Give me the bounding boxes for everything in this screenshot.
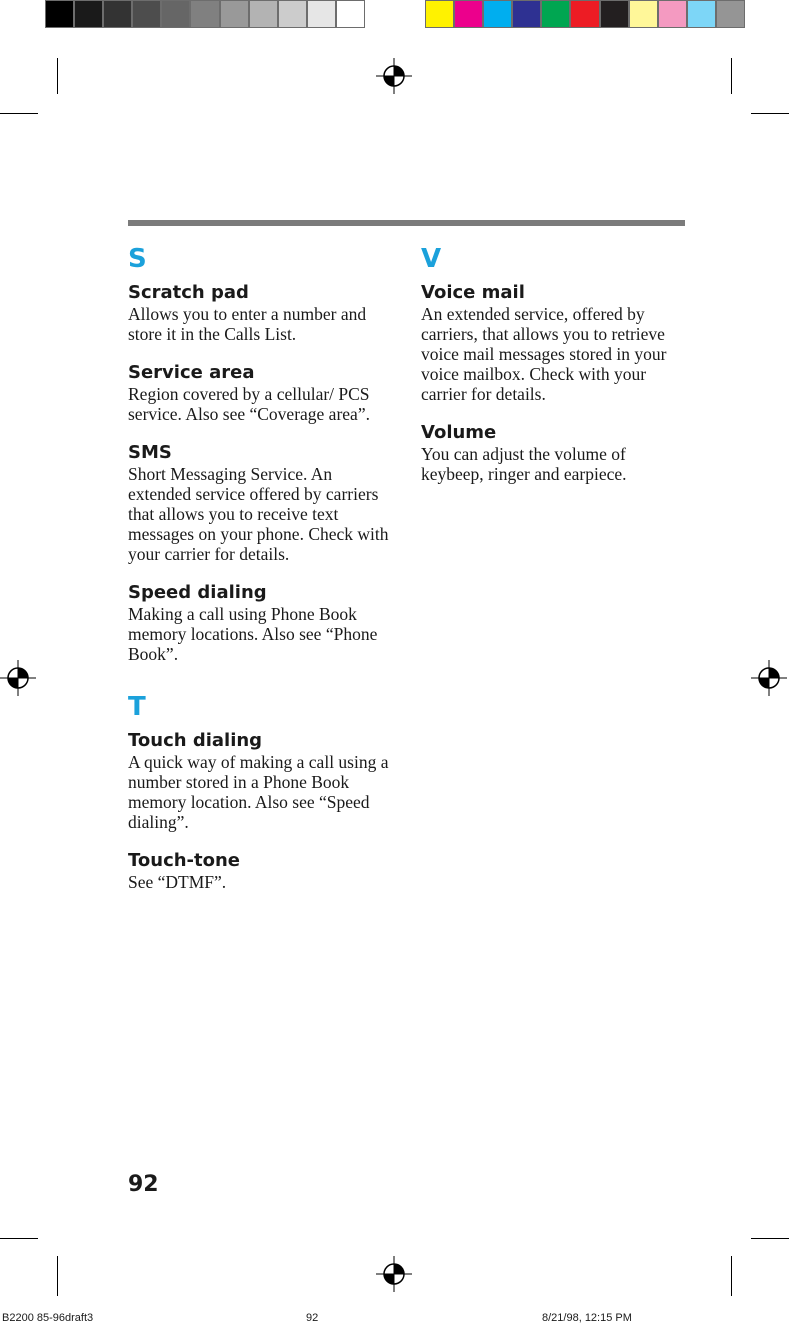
glossary-section-t: [128, 692, 390, 892]
color-swatch: [571, 1, 600, 27]
glossary-left-column: [128, 244, 390, 910]
glossary-term: SMS: [128, 442, 172, 463]
gray-swatch: [133, 1, 162, 27]
section-letter: V: [421, 244, 442, 274]
glossary-definition: See “DTMF”.: [128, 872, 227, 892]
footer-timestamp: 8/21/98, 12:15 PM: [542, 1312, 632, 1324]
color-swatch: [455, 1, 484, 27]
glossary-definition: Making a call using Phone Book memory locations. Also see “Phone Book”.: [128, 604, 378, 664]
color-swatch: [601, 1, 630, 27]
header-rule: [128, 220, 685, 226]
gray-swatch: [162, 1, 191, 27]
glossary-definition: A quick way of making a call using a number stored in a Phone Book memory location. Also see “Speed dialing”.: [128, 752, 389, 832]
gray-swatch: [250, 1, 279, 27]
glossary-section-s: [128, 244, 390, 664]
glossary-term: Scratch pad: [128, 282, 249, 303]
section-letter: S: [128, 244, 147, 274]
registration-target-icon: [376, 1256, 412, 1292]
section-letter: T: [128, 692, 146, 722]
gray-swatch: [279, 1, 308, 27]
gray-swatch: [104, 1, 133, 27]
crop-mark-top-left-horizontal: [0, 113, 38, 114]
glossary-definition: Region covered by a cellular/ PCS service. Also see “Coverage area”.: [128, 384, 370, 424]
gray-swatch: [337, 1, 364, 27]
color-swatch: [688, 1, 717, 27]
gray-swatch: [191, 1, 220, 27]
crop-mark-bottom-left-vertical: [57, 1256, 58, 1296]
color-swatch: [513, 1, 542, 27]
glossary-definition: You can adjust the volume of keybeep, ringer and earpiece.: [421, 444, 627, 484]
gray-swatch: [46, 1, 75, 27]
glossary-definition: An extended service, offered by carriers, that allows you to retrieve voice mail messages stored in your voice mailbox. Check with your carrier for details.: [421, 304, 667, 404]
color-swatch: [717, 1, 744, 27]
glossary-term: Touch dialing: [128, 730, 263, 751]
gray-swatch: [308, 1, 337, 27]
color-calibration-bar: [425, 0, 745, 28]
crop-mark-bottom-right-vertical: [731, 1256, 732, 1296]
color-swatch: [630, 1, 659, 27]
gray-swatch: [75, 1, 104, 27]
gray-swatch: [221, 1, 250, 27]
glossary-term: Service area: [128, 362, 255, 383]
crop-mark-top-left-vertical: [57, 58, 58, 94]
registration-target-icon: [751, 660, 787, 696]
glossary-right-column: [421, 244, 683, 502]
crop-mark-bottom-right-horizontal: [751, 1238, 789, 1239]
crop-mark-bottom-left-horizontal: [0, 1238, 38, 1239]
footer-file-name: B2200 85-96draft3: [2, 1312, 94, 1324]
page-number: 92: [128, 1172, 159, 1197]
color-swatch: [484, 1, 513, 27]
glossary-definition: Allows you to enter a number and store it in the Calls List.: [128, 304, 367, 344]
crop-mark-top-right-horizontal: [751, 113, 789, 114]
grayscale-calibration-bar: [45, 0, 365, 28]
glossary-section-v: [421, 244, 683, 484]
color-swatch: [426, 1, 455, 27]
glossary-term: Touch-tone: [128, 850, 241, 871]
crop-mark-top-right-vertical: [731, 58, 732, 94]
registration-target-icon: [376, 58, 412, 94]
registration-target-icon: [0, 660, 36, 696]
color-swatch: [542, 1, 571, 27]
footer-page: 92: [306, 1312, 319, 1324]
glossary-term: Speed dialing: [128, 582, 267, 603]
glossary-term: Volume: [421, 422, 497, 443]
glossary-definition: Short Messaging Service. An extended service offered by carriers that allows you to receive text messages on your phone. Check with your carrier for details.: [128, 464, 389, 564]
glossary-term: Voice mail: [421, 282, 525, 303]
color-swatch: [659, 1, 688, 27]
